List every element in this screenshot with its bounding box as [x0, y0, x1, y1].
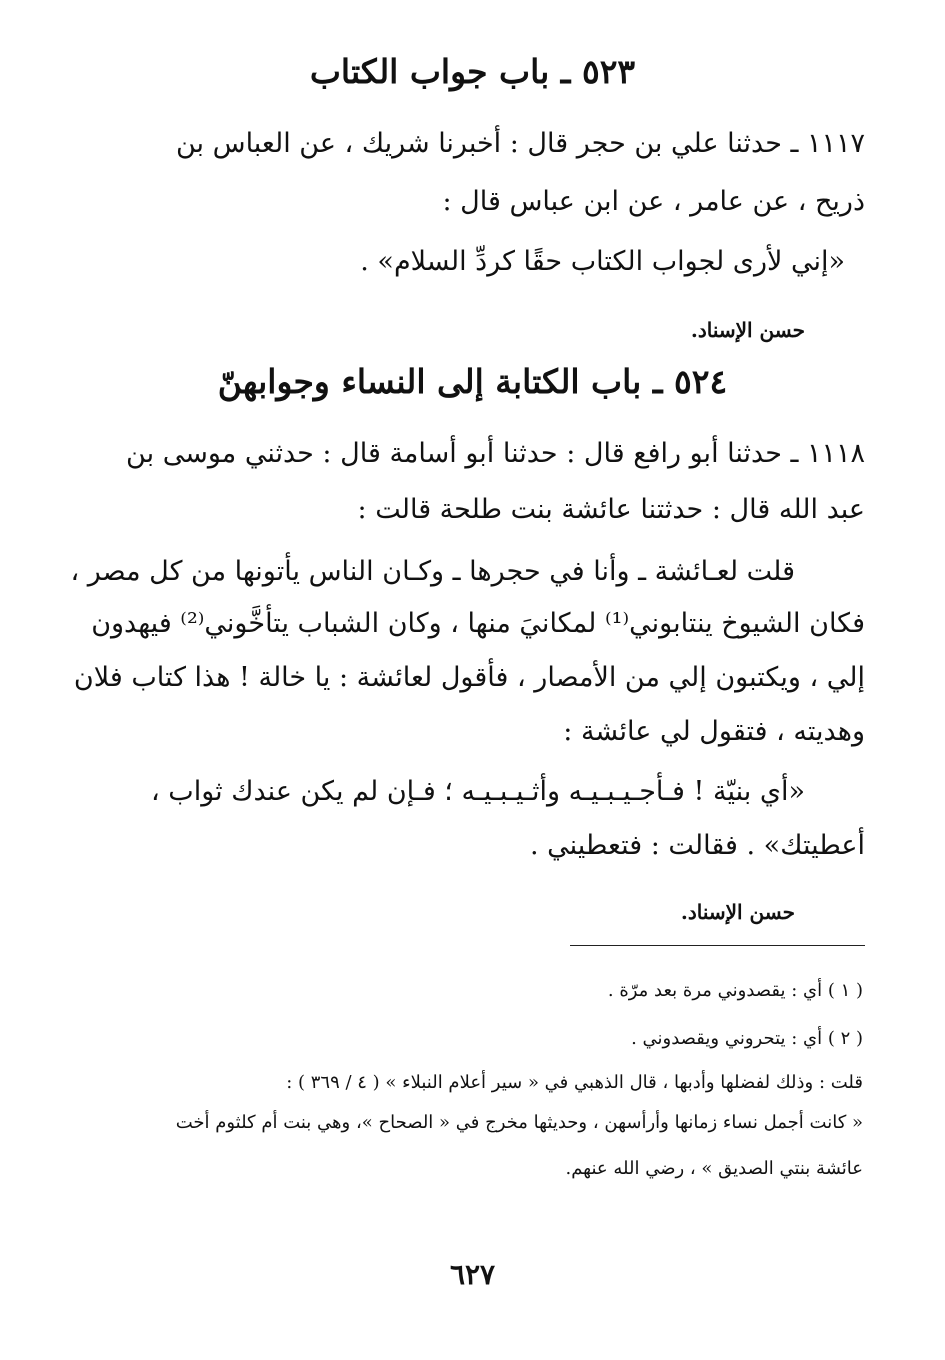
hadith-1118-line-2: عبد الله قال : حدثتنا عائشة بنت طلحة قالت : [357, 494, 865, 525]
hadith-1118-para-1-line-3: إلي ، ويكتبون إلي من الأمصار ، فأقول لعائشة : يا خالة ! هذا كتاب فلان [73, 662, 865, 693]
page-number: ٦٢٧ [449, 1258, 496, 1291]
footnote-note-line-1: قلت : وذلك لفضلها وأدبها ، قال الذهبي في « سير أعلام النبلاء » ( ٤ / ٣٦٩ ) : [286, 1072, 863, 1093]
hadith-1117-text: «إني لأرى لجواب الكتاب حقًا كردِّ السلام» . [360, 246, 845, 277]
hadith-1118-para-1-line-4: وهديته ، فتقول لي عائشة : [563, 716, 865, 747]
chapter-523-title: ٥٢٣ ـ باب جواب الكتاب [309, 52, 636, 91]
chapter-524-title: ٥٢٤ ـ باب الكتابة إلى النساء وجوابهنّ [217, 362, 728, 401]
hadith-1118-para-1-line-1: قلت لعـائشة ـ وأنا في حجرها ـ وكـان الناس يأتونها من كل مصر ، [70, 556, 795, 587]
grading-1118: حسن الإسناد. [680, 900, 795, 924]
hadith-1118-para-1-line-2: فكان الشيوخ ينتابوني⁽¹⁾ لمكانيَ منها ، وكان الشباب يتأخَّوني⁽²⁾ فيهدون [91, 608, 865, 639]
footnote-1: ( ١ ) أي : يقصدوني مرة بعد مرّة . [607, 980, 863, 1001]
hadith-1118-line-1: ١١١٨ ـ حدثنا أبو رافع قال : حدثنا أبو أسامة قال : حدثني موسى بن [126, 438, 865, 469]
footnote-2: ( ٢ ) أي : يتحروني ويقصدوني . [631, 1028, 863, 1049]
hadith-1117-line-2: ذريح ، عن عامر ، عن ابن عباس قال : [442, 186, 865, 217]
footnote-note-line-3: عائشة بنتي الصديق » ، رضي الله عنهم. [565, 1158, 863, 1179]
hadith-1117-line-1: ١١١٧ ـ حدثنا علي بن حجر قال : أخبرنا شريك ، عن العباس بن [175, 128, 865, 159]
hadith-1118-para-2-line-2: أعطيتك» . فقالت : فتعطيني . [529, 830, 865, 861]
hadith-1118-para-2-line-1: «أي بنيّة ! فـأجـيـبـيـه وأثـيـبـيـه ؛ فـإن لم يكن عندك ثواب ، [150, 776, 805, 807]
footnote-note-line-2: « كانت أجمل نساء زمانها وأرأسهن ، وحديثها مخرج في « الصحاح »، وهي بنت أم كلثوم أخت [175, 1112, 863, 1133]
grading-1117: حسن الإسناد. [690, 318, 805, 342]
footnote-separator [570, 945, 865, 946]
